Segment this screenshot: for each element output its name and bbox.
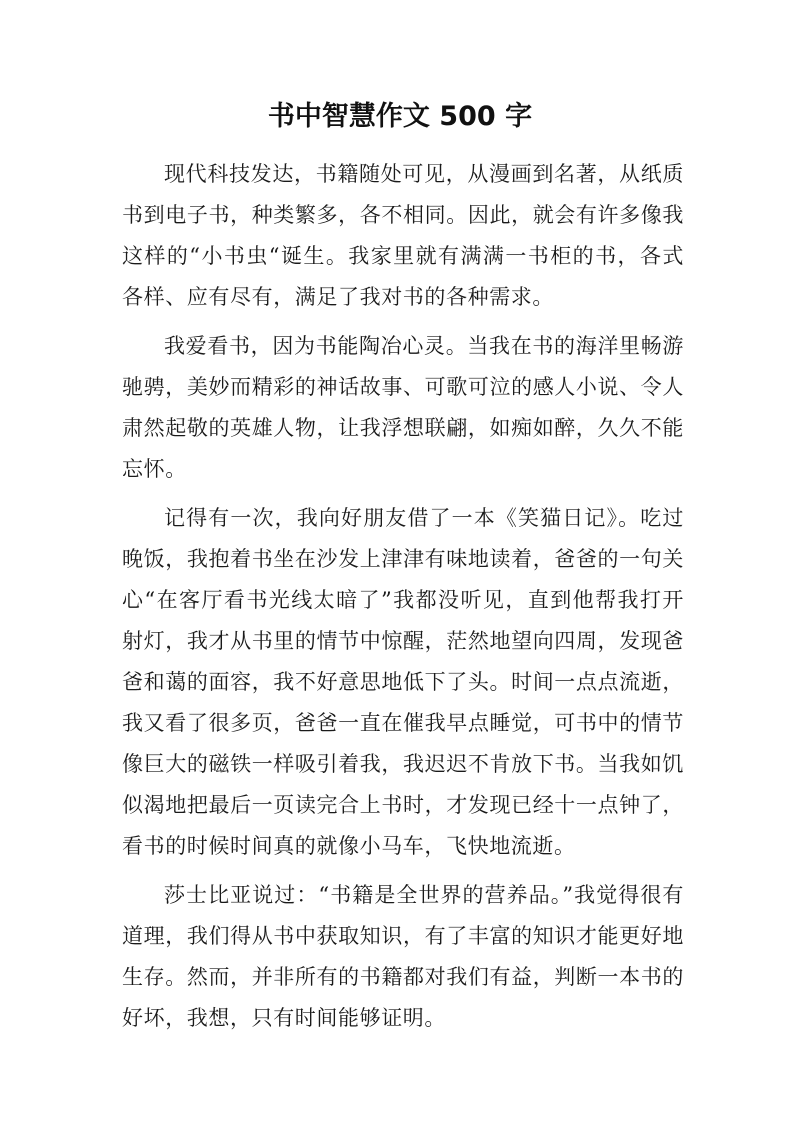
document-title: 书中智慧作文 500 字 (267, 101, 533, 132)
paragraph-4: 莎士比亚说过：“书籍是全世界的营养品。”我觉得很有道理，我们得从书中获取知识，有了丰富的知识才能更好地生存。然而，并非所有的书籍都对我们有益，判断一本书的好坏，我想，只有时间能够证明。 (122, 883, 684, 1030)
paragraph-3: 记得有一次，我向好朋友借了一本《笑猫日记》。吃过晚饭，我抱着书坐在沙发上津津有味地读着，爸爸的一句关心“在客厅看书光线太暗了”我都没听见，直到他帮我打开射灯，我才从书里的情节中惊醒，茫然地望向四周，发现爸爸和蔼的面容，我不好意思地低下了头。时间一点点流逝，我又看了很多页，爸爸一直在催我早点睡觉，可书中的情节像巨大的磁铁一样吸引着我，我迟迟不肯放下书。当我如饥似渴地把最后一页读完合上书时，才发现已经十一点钟了，看书的时候时间真的就像小马车，飞快地流逝。 (122, 506, 684, 858)
document-body (122, 154, 684, 1047)
paragraph-1: 现代科技发达，书籍随处可见，从漫画到名著，从纸质书到电子书，种类繁多，各不相同。因此，就会有许多像我这样的“小书虫“诞生。我家里就有满满一书柜的书，各式各样、应有尽有，满足了我对书的各种需求。 (122, 162, 684, 309)
paragraph-2: 我爱看书，因为书能陶冶心灵。当我在书的海洋里畅游驰骋，美妙而精彩的神话故事、可歌可泣的感人小说、令人肃然起敬的英雄人物，让我浮想联翩，如痴如醉，久久不能忘怀。 (122, 334, 684, 481)
